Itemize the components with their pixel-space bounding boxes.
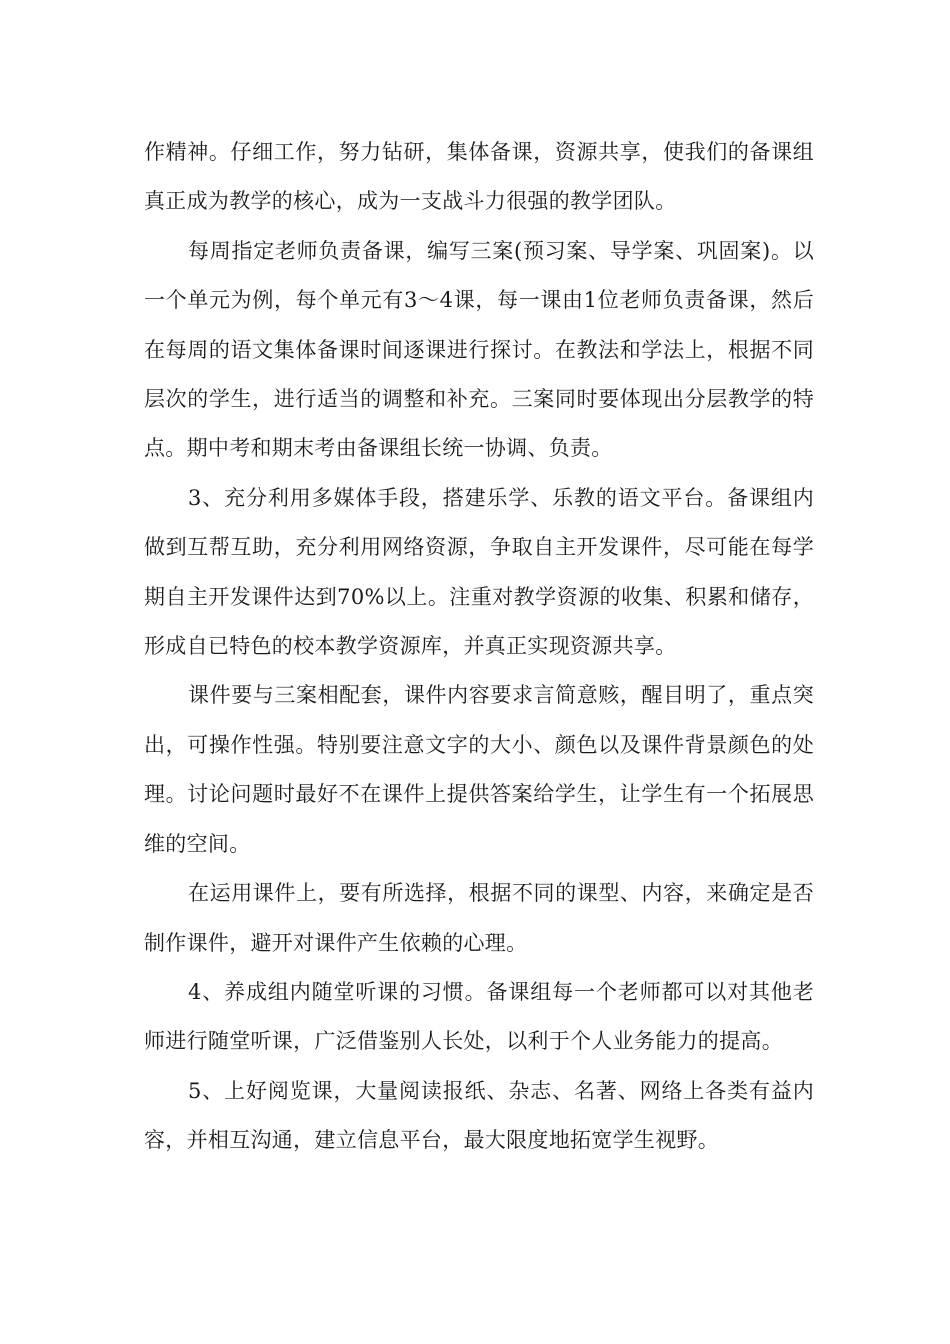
paragraph-5: 在运用课件上，要有所选择，根据不同的课型、内容，来确定是否制作课件，避开对课件产生依赖的心理。: [144, 881, 814, 955]
paragraph-7: 5、上好阅览课，大量阅读报纸、杂志、名著、网络上各类有益内容，并相互沟通，建立信息平台，最大限度地拓宽学生视野。: [144, 1078, 814, 1153]
paragraph-2: 每周指定老师负责备课，编写三案(预习案、导学案、巩固案)。以一个单元为例，每个单元有3～4课，每一课由1位老师负责备课，然后在每周的语文集体备课时间逐课进行探讨。在教法和学法上，根据不同层次的学生，进行适当的调整和补充。三案同时要体现出分层教学的特点。期中考和期末考由备课组长统一协调、负责。: [144, 238, 814, 461]
paragraph-3: 3、充分利用多媒体手段，搭建乐学、乐教的语文平台。备课组内做到互帮互助，充分利用网络资源，争取自主开发课件，尽可能在每学期自主开发课件达到70%以上。注重对教学资源的收集、积累和储存，形成自已特色的校本教学资源库，并真正实现资源共享。: [144, 485, 814, 659]
document-body: [144, 128, 814, 1166]
paragraph-6: 4、养成组内随堂听课的习惯。备课组每一个老师都可以对其他老师进行随堂听课，广泛借鉴别人长处，以利于个人业务能力的提高。: [144, 979, 814, 1054]
paragraph-4: 课件要与三案相配套，课件内容要求言简意赅，醒目明了，重点突出，可操作性强。特别要注意文字的大小、颜色以及课件背景颜色的处理。讨论问题时最好不在课件上提供答案给学生，让学生有一个拓展思维的空间。: [144, 683, 814, 856]
paragraph-1: 作精神。仔细工作，努力钻研，集体备课，资源共享，使我们的备课组真正成为教学的核心，成为一支战斗力很强的教学团队。: [144, 140, 814, 214]
